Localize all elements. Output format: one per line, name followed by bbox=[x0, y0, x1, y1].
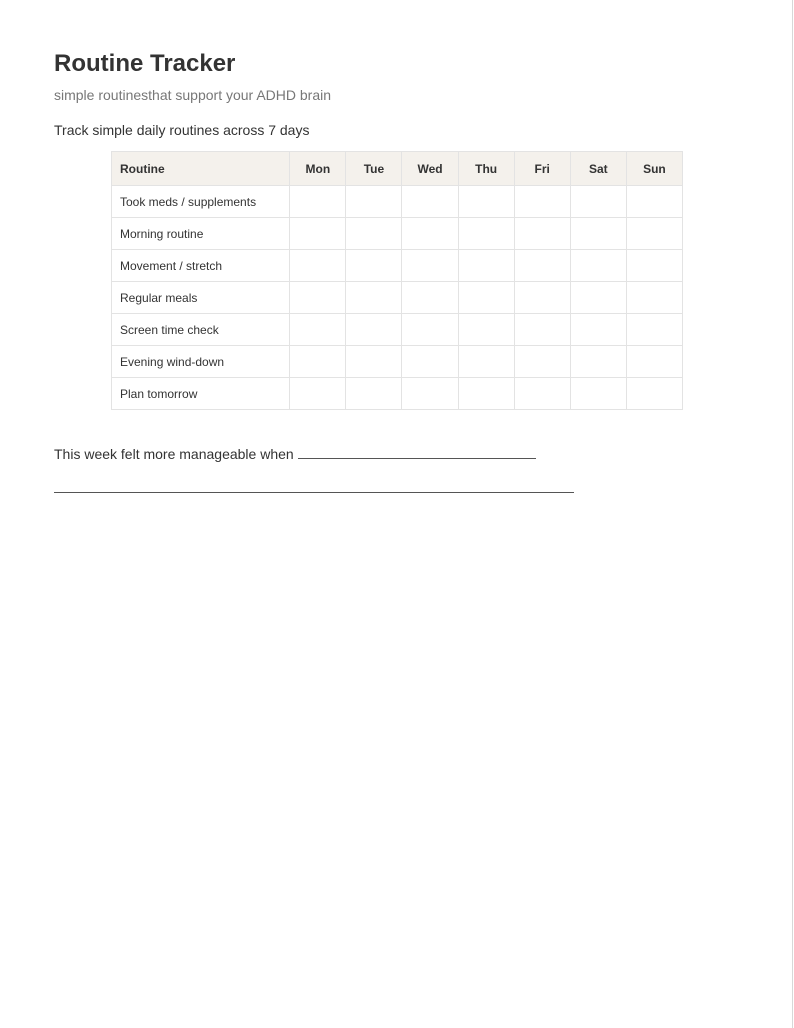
check-cell-wed[interactable] bbox=[402, 186, 458, 218]
check-cell-thu[interactable] bbox=[458, 218, 514, 250]
check-cell-wed[interactable] bbox=[402, 378, 458, 410]
check-cell-sat[interactable] bbox=[570, 250, 626, 282]
header-day-thu: Thu bbox=[458, 152, 514, 186]
table-row bbox=[112, 282, 683, 314]
reflection-prompt bbox=[54, 444, 536, 463]
table-row bbox=[112, 314, 683, 346]
routine-name-cell: Screen time check bbox=[112, 314, 290, 346]
check-cell-sun[interactable] bbox=[626, 346, 682, 378]
routine-tracker-table bbox=[111, 151, 683, 410]
check-cell-sun[interactable] bbox=[626, 282, 682, 314]
page-title: Routine Tracker bbox=[54, 50, 236, 77]
table-row bbox=[112, 186, 683, 218]
routine-name-cell: Morning routine bbox=[112, 218, 290, 250]
check-cell-tue[interactable] bbox=[346, 250, 402, 282]
header-routine: Routine bbox=[112, 152, 290, 186]
check-cell-tue[interactable] bbox=[346, 186, 402, 218]
table-row bbox=[112, 250, 683, 282]
table-row bbox=[112, 346, 683, 378]
header-day-wed: Wed bbox=[402, 152, 458, 186]
check-cell-mon[interactable] bbox=[290, 186, 346, 218]
check-cell-sat[interactable] bbox=[570, 186, 626, 218]
check-cell-fri[interactable] bbox=[514, 314, 570, 346]
check-cell-fri[interactable] bbox=[514, 282, 570, 314]
header-day-tue: Tue bbox=[346, 152, 402, 186]
check-cell-mon[interactable] bbox=[290, 378, 346, 410]
check-cell-mon[interactable] bbox=[290, 314, 346, 346]
page-edge bbox=[792, 0, 793, 1028]
check-cell-tue[interactable] bbox=[346, 218, 402, 250]
check-cell-mon[interactable] bbox=[290, 282, 346, 314]
check-cell-sat[interactable] bbox=[570, 218, 626, 250]
check-cell-wed[interactable] bbox=[402, 218, 458, 250]
reflection-prompt-text: This week felt more manageable when bbox=[54, 446, 294, 462]
check-cell-thu[interactable] bbox=[458, 346, 514, 378]
check-cell-thu[interactable] bbox=[458, 314, 514, 346]
check-cell-thu[interactable] bbox=[458, 250, 514, 282]
check-cell-mon[interactable] bbox=[290, 346, 346, 378]
check-cell-sun[interactable] bbox=[626, 314, 682, 346]
reflection-blank-line[interactable] bbox=[54, 492, 574, 493]
check-cell-thu[interactable] bbox=[458, 186, 514, 218]
check-cell-sun[interactable] bbox=[626, 250, 682, 282]
check-cell-tue[interactable] bbox=[346, 378, 402, 410]
check-cell-sun[interactable] bbox=[626, 378, 682, 410]
check-cell-tue[interactable] bbox=[346, 282, 402, 314]
check-cell-sat[interactable] bbox=[570, 282, 626, 314]
header-day-sat: Sat bbox=[570, 152, 626, 186]
check-cell-fri[interactable] bbox=[514, 250, 570, 282]
reflection-blank-inline[interactable] bbox=[298, 444, 536, 459]
check-cell-mon[interactable] bbox=[290, 250, 346, 282]
header-day-mon: Mon bbox=[290, 152, 346, 186]
routine-name-cell: Movement / stretch bbox=[112, 250, 290, 282]
check-cell-mon[interactable] bbox=[290, 218, 346, 250]
tracker-description: Track simple daily routines across 7 days bbox=[54, 122, 310, 138]
table-row bbox=[112, 218, 683, 250]
check-cell-sun[interactable] bbox=[626, 218, 682, 250]
check-cell-wed[interactable] bbox=[402, 250, 458, 282]
check-cell-fri[interactable] bbox=[514, 186, 570, 218]
check-cell-tue[interactable] bbox=[346, 314, 402, 346]
check-cell-fri[interactable] bbox=[514, 346, 570, 378]
table-header-row bbox=[112, 152, 683, 186]
header-day-fri: Fri bbox=[514, 152, 570, 186]
table-row bbox=[112, 378, 683, 410]
check-cell-fri[interactable] bbox=[514, 218, 570, 250]
check-cell-tue[interactable] bbox=[346, 346, 402, 378]
check-cell-thu[interactable] bbox=[458, 378, 514, 410]
check-cell-sat[interactable] bbox=[570, 378, 626, 410]
routine-name-cell: Took meds / supplements bbox=[112, 186, 290, 218]
check-cell-sat[interactable] bbox=[570, 346, 626, 378]
check-cell-sun[interactable] bbox=[626, 186, 682, 218]
page-subtitle: simple routinesthat support your ADHD brain bbox=[54, 87, 332, 103]
routine-name-cell: Regular meals bbox=[112, 282, 290, 314]
check-cell-wed[interactable] bbox=[402, 282, 458, 314]
check-cell-wed[interactable] bbox=[402, 346, 458, 378]
check-cell-sat[interactable] bbox=[570, 314, 626, 346]
check-cell-thu[interactable] bbox=[458, 282, 514, 314]
header-day-sun: Sun bbox=[626, 152, 682, 186]
check-cell-wed[interactable] bbox=[402, 314, 458, 346]
check-cell-fri[interactable] bbox=[514, 378, 570, 410]
routine-name-cell: Plan tomorrow bbox=[112, 378, 290, 410]
routine-name-cell: Evening wind-down bbox=[112, 346, 290, 378]
